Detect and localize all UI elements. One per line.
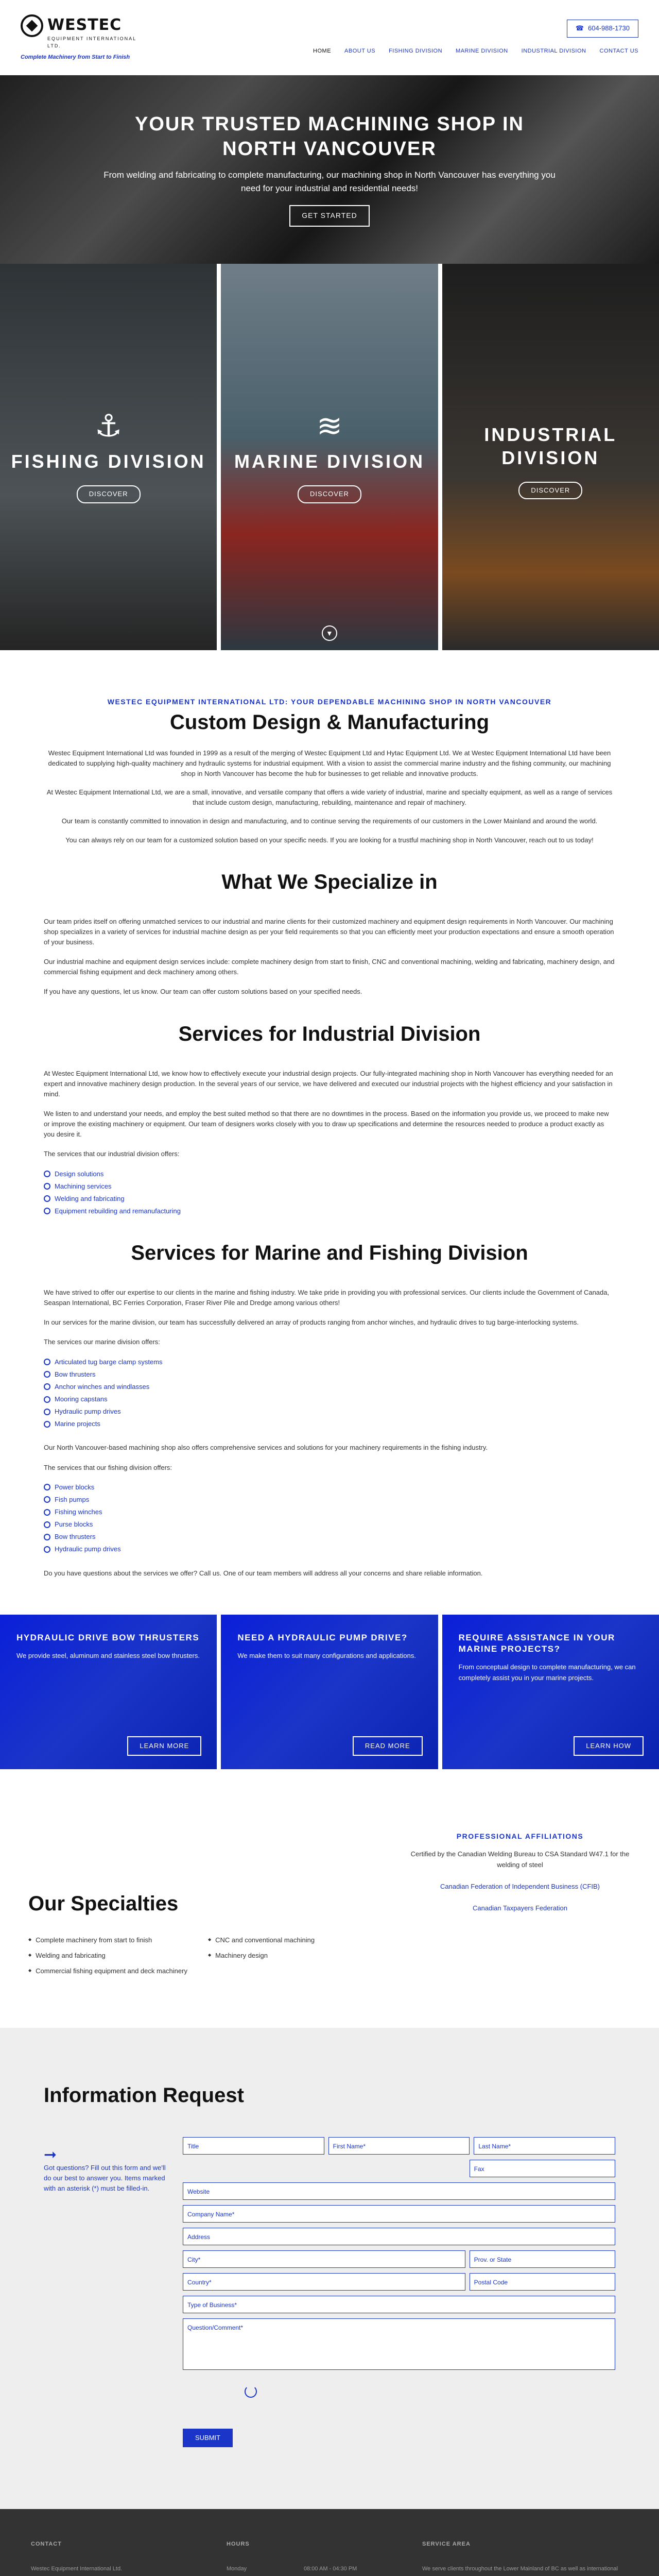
fax-field[interactable]: Fax bbox=[470, 2160, 615, 2177]
list-item[interactable]: Anchor winches and windlasses bbox=[44, 1382, 615, 1392]
company-field[interactable]: Company Name* bbox=[183, 2205, 615, 2223]
fish-hook-icon: ⚓︎ bbox=[94, 409, 123, 444]
scroll-down-icon[interactable]: ▼ bbox=[322, 625, 337, 641]
list-item[interactable]: Mooring capstans bbox=[44, 1394, 615, 1404]
list-item[interactable]: Articulated tug barge clamp systems bbox=[44, 1357, 615, 1367]
marine-p4: Do you have questions about the services we offer? Call us. One of our team members will address all your concerns and share reliable information. bbox=[44, 1569, 483, 1577]
industrial-section bbox=[28, 1018, 631, 1217]
intro-section bbox=[28, 650, 631, 845]
cta-marine-projects bbox=[442, 1615, 659, 1769]
specialties-col2 bbox=[208, 1935, 315, 1981]
list-item: ◆ Welding and fabricating bbox=[28, 1951, 187, 1961]
footer-company: Westec Equipment International Ltd. bbox=[31, 2566, 123, 2572]
loading-icon bbox=[245, 2385, 257, 2398]
intro-p4: You can always rely on our team for a customized solution based on your specific needs. If you are looking for a trustful machining shop in North Vancouver, reach out to us today! bbox=[65, 836, 594, 844]
cta-row bbox=[0, 1615, 659, 1769]
nav-about[interactable]: ABOUT US bbox=[344, 47, 376, 54]
cta-title: REQUIRE ASSISTANCE IN YOUR MARINE PROJECTS? bbox=[458, 1632, 615, 1654]
list-item[interactable]: Equipment rebuilding and remanufacturing bbox=[44, 1206, 615, 1216]
intro-title: Custom Design & Manufacturing bbox=[169, 710, 490, 734]
form-title: Information Request bbox=[44, 2084, 244, 2107]
phone-number: 604-988-1730 bbox=[588, 24, 630, 32]
specialties-title: Our Specialties bbox=[28, 1892, 179, 1915]
marine-title: Services for Marine and Fishing Division bbox=[131, 1242, 528, 1265]
list-item[interactable]: Purse blocks bbox=[44, 1519, 615, 1530]
cta-text: We make them to suit many configurations and applications. bbox=[237, 1651, 416, 1659]
site-header bbox=[0, 0, 659, 75]
intro-p1: Westec Equipment International Ltd was founded in 1999 as a result of the merging of Westec Equipment Ltd and Hytac Equipment Ltd. We at Westec Equipment International Ltd have been dedicated to supplying high-quality machinery and hydraulic systems for industrial equipment. With a vision to assist the commercial marine industry and the fishing community, our machining shop in North Vancouver has become the hub for businesses to get reliable and innovative products. bbox=[48, 749, 611, 777]
hero-text: From welding and fabricating to complete manufacturing, our machining shop in North Vancouver has everything you need for your industrial and residential needs! bbox=[103, 170, 556, 193]
form-side bbox=[44, 2137, 167, 2447]
hero-banner bbox=[0, 75, 659, 264]
nav-wrap bbox=[313, 20, 638, 55]
list-item[interactable]: Bow thrusters bbox=[44, 1369, 615, 1380]
industrial-list-intro: The services that our industrial division offers: bbox=[44, 1150, 180, 1158]
phone-icon: ☎ bbox=[575, 24, 584, 32]
specialize-section bbox=[28, 866, 631, 997]
day: Monday bbox=[227, 2566, 247, 2572]
affiliation-ctf[interactable]: Canadian Taxpayers Federation bbox=[472, 1904, 568, 1912]
form-instructions: Got questions? Fill out this form and we'll do our best to answer you. Items marked with an asterisk (*) must be filled-in. bbox=[44, 2164, 166, 2193]
footer-hours-title: HOURS bbox=[227, 2541, 250, 2548]
time: 08:00 AM - 04:30 PM bbox=[304, 2566, 357, 2572]
cta-title: NEED A HYDRAULIC PUMP DRIVE? bbox=[237, 1632, 408, 1642]
marine-list bbox=[44, 1357, 615, 1430]
address-field[interactable]: Address bbox=[183, 2228, 615, 2245]
waves-icon: ≋ bbox=[316, 409, 343, 444]
province-field[interactable]: Prov. or State bbox=[470, 2250, 615, 2268]
hours-table bbox=[227, 2564, 381, 2576]
marine-p1: We have strived to offer our expertise to our clients in the marine and fishing industry. We take pride in providing you with professional services. Our clients include the Government of Canada, Seaspan International, BC Ferries Corporation, Fraser River Pile and Dredge among various others! bbox=[44, 1289, 610, 1307]
fishing-division-panel[interactable] bbox=[0, 264, 217, 650]
website-field[interactable]: Website bbox=[183, 2182, 615, 2200]
form-wrap bbox=[44, 2137, 615, 2447]
intro-p2: At Westec Equipment International Ltd, we are a small, innovative, and versatile company that offers a wide variety of industrial, marine and specialty equipment, as well as a range of services that include custom design, manufacturing, rebuilding, maintenance and repair of machinery. bbox=[46, 788, 613, 807]
specialize-title: What We Specialize in bbox=[221, 870, 438, 893]
footer-area-text: We serve clients throughout the Lower Mainland of BC as well as international bbox=[422, 2566, 618, 2572]
business-type-field[interactable]: Type of Business* bbox=[183, 2296, 615, 2313]
footer-area-title: SERVICE AREA bbox=[422, 2541, 471, 2548]
nav-marine[interactable]: MARINE DIVISION bbox=[456, 47, 508, 54]
cta-text: From conceptual design to complete manufacturing, we can completely assist you in your marine projects. bbox=[458, 1663, 636, 1682]
list-item[interactable]: Hydraulic pump drives bbox=[44, 1406, 615, 1417]
intro-p3: Our team is constantly committed to innovation in design and manufacturing, and to continue serving the requirements of our customers in the Lower Mainland and around the world. bbox=[61, 817, 598, 825]
footer-contact bbox=[31, 2540, 185, 2576]
information-request bbox=[0, 2028, 659, 2509]
list-item[interactable]: Design solutions bbox=[44, 1169, 615, 1179]
fishing-list-intro: The services that our fishing division offers: bbox=[44, 1463, 172, 1471]
marine-division-panel[interactable] bbox=[221, 264, 438, 650]
learn-more-button[interactable]: LEARN MORE bbox=[127, 1736, 201, 1756]
title-field[interactable]: Title bbox=[183, 2137, 324, 2155]
industrial-title: Services for Industrial Division bbox=[178, 1022, 481, 1045]
logo[interactable] bbox=[21, 13, 139, 61]
arrow-right-icon: ➞ bbox=[44, 2146, 57, 2164]
city-field[interactable]: City* bbox=[183, 2250, 465, 2268]
marine-p3: Our North Vancouver-based machining shop also offers comprehensive services and solutions for your machinery requirements in the fishing industry. bbox=[44, 1444, 488, 1452]
nav-fishing[interactable]: FISHING DIVISION bbox=[389, 47, 443, 54]
marine-division-title: MARINE DIVISION bbox=[234, 451, 425, 472]
specialize-p1: Our team prides itself on offering unmatched services to our industrial and marine clients for their customized machinery and equipment design requirements in North Vancouver. Our machining shop specializes in a variety of services for industrial machine design as per your field requirements so that you can efficiently meet your production expectations and ensure a smooth operation of your business. bbox=[44, 917, 614, 946]
logo-mark-icon bbox=[21, 14, 43, 37]
logo-name: WESTEC bbox=[47, 16, 122, 35]
footer bbox=[0, 2509, 659, 2576]
specialize-p3: If you have any questions, let us know. Our team can offer custom solutions based on your specified needs. bbox=[44, 988, 362, 996]
request-form bbox=[183, 2137, 615, 2447]
logo-tagline: Complete Machinery from Start to Finish bbox=[21, 54, 130, 60]
affiliations bbox=[409, 1831, 631, 1981]
phone-button[interactable] bbox=[567, 20, 638, 37]
fishing-division-title: FISHING DIVISION bbox=[11, 451, 206, 472]
list-item[interactable]: Fishing winches bbox=[44, 1507, 615, 1517]
list-item[interactable]: Power blocks bbox=[44, 1482, 615, 1493]
learn-how-button[interactable]: LEARN HOW bbox=[574, 1736, 644, 1756]
list-item[interactable]: Hydraulic pump drives bbox=[44, 1544, 615, 1554]
cta-bow-thrusters bbox=[0, 1615, 217, 1769]
specialties-columns bbox=[28, 1935, 409, 1981]
get-started-button[interactable]: GET STARTED bbox=[289, 205, 369, 227]
list-item[interactable]: Welding and fabricating bbox=[44, 1194, 615, 1204]
specialties-section bbox=[28, 1769, 631, 2028]
affiliation-cwb[interactable]: Certified by the Canadian Welding Bureau to CSA Standard W47.1 for the welding of steel bbox=[410, 1850, 630, 1869]
question-field[interactable]: Question/Comment* bbox=[183, 2318, 615, 2370]
postal-code-field[interactable]: Postal Code bbox=[470, 2273, 615, 2291]
logo-subtitle: EQUIPMENT INTERNATIONAL LTD. bbox=[47, 36, 136, 48]
fishing-list bbox=[44, 1482, 615, 1555]
spacer bbox=[183, 2160, 465, 2177]
footer-area bbox=[422, 2540, 628, 2576]
cta-text: We provide steel, aluminum and stainless steel bow thrusters. bbox=[16, 1651, 200, 1659]
main-nav bbox=[313, 47, 638, 56]
hero-title: YOUR TRUSTED MACHINING SHOP IN NORTH VANCOUVER bbox=[134, 113, 524, 160]
industrial-discover-button[interactable]: DISCOVER bbox=[518, 482, 582, 499]
intro-eyebrow: WESTEC EQUIPMENT INTERNATIONAL LTD: YOUR DEPENDABLE MACHINING SHOP IN NORTH VANCOUVER bbox=[107, 698, 552, 706]
nav-home[interactable]: HOME bbox=[313, 47, 332, 54]
first-name-field[interactable]: First Name* bbox=[328, 2137, 470, 2155]
affiliations-title: PROFESSIONAL AFFILIATIONS bbox=[456, 1832, 584, 1840]
division-panels bbox=[0, 264, 659, 650]
list-item[interactable]: Fish pumps bbox=[44, 1495, 615, 1505]
country-field[interactable]: Country* bbox=[183, 2273, 465, 2291]
nav-industrial[interactable]: INDUSTRIAL DIVISION bbox=[521, 47, 586, 54]
footer-contact-title: CONTACT bbox=[31, 2541, 62, 2548]
list-item: ◆ Complete machinery from start to finish bbox=[28, 1935, 187, 1945]
nav-contact[interactable]: CONTACT US bbox=[599, 47, 638, 54]
industrial-division-title: INDUSTRIAL DIVISION bbox=[484, 423, 617, 468]
list-item[interactable]: Marine projects bbox=[44, 1419, 615, 1429]
cta-pump-drive bbox=[221, 1615, 438, 1769]
industrial-p1: At Westec Equipment International Ltd, we know how to effectively execute your industrial design projects. Our fully-integrated machining shop in North Vancouver has everything needed for an expert and innovative machinery design production. In the several years of our service, we have delivered and executed our industrial projects with the highest efficiency and your satisfaction in mind. bbox=[44, 1069, 613, 1098]
list-item: ◆ CNC and conventional machining bbox=[208, 1935, 315, 1945]
industrial-p2: We listen to and understand your needs, and employ the best suited method so that there are no downtimes in the process. Based on the information you provide us, we proceed to make new or improve the existing machinery or equipment. Our team of designers works closely with you to draw up specifications and determine the resources needed to produce a product exactly as you desire it. bbox=[44, 1109, 609, 1139]
footer-address1 bbox=[31, 2574, 185, 2576]
fishing-discover-button[interactable]: DISCOVER bbox=[77, 485, 141, 503]
submit-button[interactable]: SUBMIT bbox=[183, 2429, 233, 2447]
list-item: ◆ Machinery design bbox=[208, 1951, 315, 1961]
list-item[interactable]: Machining services bbox=[44, 1181, 615, 1192]
footer-hours bbox=[227, 2540, 381, 2576]
specialize-p2: Our industrial machine and equipment design services include: complete machinery design from start to finish, CNC and conventional machining, welding and fabricating, machinery design, and commercial fishing equipment and deck machinery among others. bbox=[44, 958, 615, 976]
list-item[interactable]: Bow thrusters bbox=[44, 1532, 615, 1542]
cta-title: HYDRAULIC DRIVE BOW THRUSTERS bbox=[16, 1632, 200, 1642]
specialties-col1 bbox=[28, 1935, 187, 1981]
specialties-left bbox=[28, 1831, 409, 1981]
marine-section bbox=[28, 1237, 631, 1579]
industrial-division-panel[interactable] bbox=[442, 264, 659, 650]
read-more-button[interactable]: READ MORE bbox=[353, 1736, 423, 1756]
list-item: ◆ Commercial fishing equipment and deck machinery bbox=[28, 1966, 187, 1976]
marine-list-intro: The services our marine division offers: bbox=[44, 1338, 160, 1346]
affiliation-cfib[interactable]: Canadian Federation of Independent Business (CFIB) bbox=[440, 1882, 600, 1890]
last-name-field[interactable]: Last Name* bbox=[474, 2137, 615, 2155]
logo-main bbox=[21, 13, 139, 38]
marine-discover-button[interactable]: DISCOVER bbox=[298, 485, 361, 503]
industrial-list bbox=[44, 1169, 615, 1217]
marine-p2: In our services for the marine division, our team has successfully delivered an array of products ranging from anchor winches, and hydraulic drives to tug barge-interlocking systems. bbox=[44, 1318, 579, 1327]
